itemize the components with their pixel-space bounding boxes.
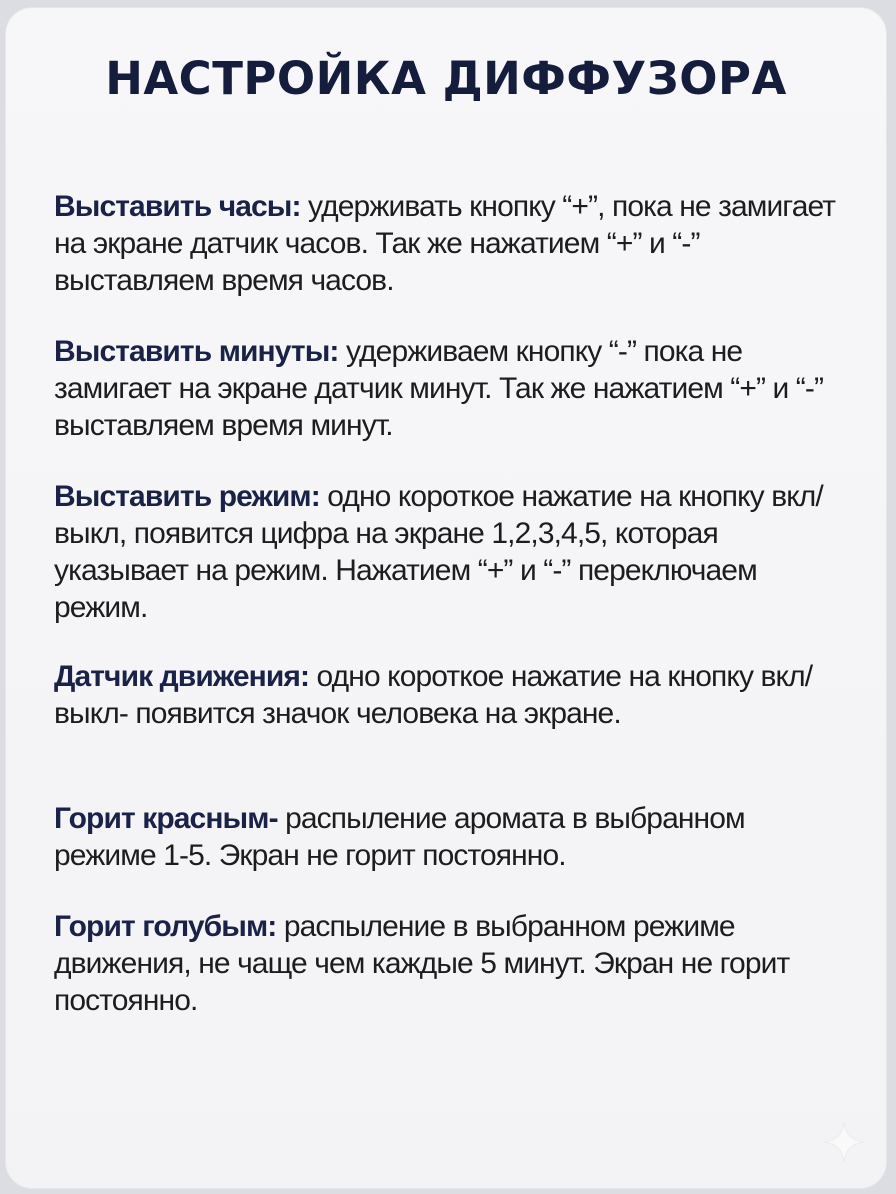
section-motion-sensor — [54, 658, 846, 732]
section-blue-light — [54, 908, 846, 1019]
section-label: Выставить часы: — [54, 190, 301, 223]
section-text: распыление аромата в выбранном режиме 1-5. Экран не горит постоянно. — [54, 802, 745, 872]
section-text: одно короткое нажатие на кнопку вкл/выкл- появится значок человека на экране. — [54, 660, 813, 730]
section-red-light — [54, 800, 846, 874]
section-label: Горит красным- — [54, 802, 278, 835]
section-text: одно короткое нажатие на кнопку вкл/выкл, появится цифра на экране 1,2,3,4,5, которая указывает на режим. Нажатием “+” и “-” переключаем режим. — [54, 480, 823, 624]
sparkle-icon — [822, 1120, 866, 1164]
section-set-minutes — [54, 333, 846, 444]
section-label: Выставить режим: — [54, 480, 320, 513]
instruction-card — [6, 8, 886, 1188]
section-set-hours — [54, 188, 846, 299]
section-text: распыление в выбранном режиме движения, не чаще чем каждые 5 минут. Экран не горит постоянно. — [54, 910, 790, 1017]
section-label: Выставить минуты: — [54, 335, 339, 368]
section-set-mode — [54, 478, 846, 626]
page-title: НАСТРОЙКА ДИФФУЗОРА — [105, 52, 787, 105]
section-text: удерживаем кнопку “-” пока не замигает на экране датчик минут. Так же нажатием “+” и “-” выставляем время минут. — [54, 335, 824, 442]
section-label: Горит голубым: — [54, 910, 277, 943]
section-label: Датчик движения: — [54, 660, 310, 693]
section-text: удерживать кнопку “+”, пока не замигает на экране датчик часов. Так же нажатием “+” и “-” выставляем время часов. — [54, 190, 836, 297]
